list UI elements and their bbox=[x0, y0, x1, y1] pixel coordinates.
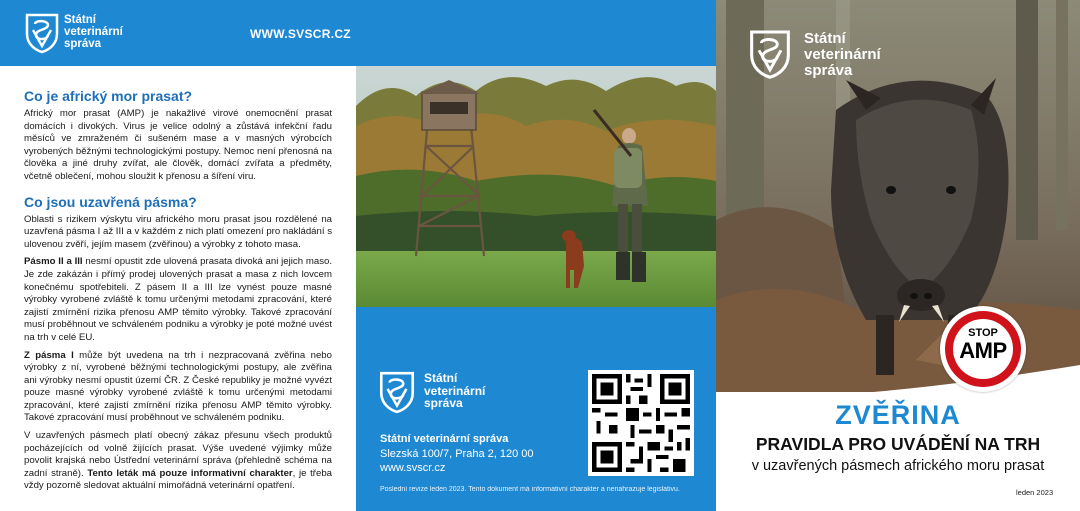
header-url[interactable]: WWW.SVSCR.CZ bbox=[250, 27, 351, 41]
cover-subtitle: PRAVIDLA PRO UVÁDĚNÍ NA TRH bbox=[755, 434, 1041, 454]
logo-line-3: správa bbox=[424, 396, 463, 411]
heading-zones: Co jsou uzavřená pásma? bbox=[24, 193, 197, 210]
informative-note: Tento leták má pouze informativní charakter bbox=[87, 467, 293, 479]
paragraph-zones: Oblasti s rizikem výskytu viru afrického moru prasat jsou rozdělené na uzavřená pásma I až III a v každém z nich platí omezení pro nakládání s ulovenou zvěří, jejím masem (zvěřinou) a výrobky z tohoto masa. bbox=[24, 213, 332, 250]
general-ban-end: , je třeba vždy pozorně sledovat aktuální mimořádná veterinární opatření. bbox=[24, 467, 332, 492]
stop-label: STOP bbox=[968, 327, 998, 339]
shield-logo-icon bbox=[748, 28, 792, 80]
qr-code[interactable] bbox=[588, 370, 694, 476]
paragraph-amp: Africký mor prasat (AMP) je nakažlivé virové onemocnění prasat domácích i divokých. Virus je velice odolný a zůstává infekční řadu měsíců ve zmraženém či sušeném mase a v masných výrobcích vyrobených běžnými technologickými postupy. Nemoc není přenosná na člověka a jiné druhy zvířat, ale člověk, domácí zvířata a předměty, včetně oblečení, mohou sloužit k přenosu a šíření viru. bbox=[24, 108, 332, 182]
svs-logo-top bbox=[24, 12, 60, 54]
logo-line-2: veterinární bbox=[64, 26, 123, 39]
logo-line-1: Státní bbox=[64, 14, 96, 26]
logo-line-1: Státní bbox=[424, 371, 458, 385]
logo-line-2: veterinární bbox=[804, 45, 881, 63]
logo-line-2: veterinární bbox=[424, 383, 486, 398]
cover-tagline: v uzavřených pásmech afrického moru prasat bbox=[751, 458, 1045, 474]
contact-address: Slezská 100/7, Praha 2, 120 00 bbox=[380, 447, 534, 460]
svs-logo-middle bbox=[378, 370, 416, 414]
logo-text-middle bbox=[424, 372, 485, 410]
zone-1-label: Z pásma I bbox=[24, 349, 74, 361]
cover-title: ZVĚŘINA bbox=[835, 400, 961, 430]
general-ban-text: V uzavřených pásmech platí obecný zákaz přesunu všech produktů pocházejících od volně žijících prasat. Výše uvedené výjimky může povolit krajská nebo Ústřední veterinární správa (přehledně schéma na zadní straně). bbox=[24, 430, 332, 479]
heading-what-is-amp: Co je africký mor prasat? bbox=[24, 88, 193, 104]
paragraph-zone-1 bbox=[24, 350, 332, 426]
stop-amp-sign bbox=[940, 306, 1026, 392]
left-text-panel bbox=[0, 66, 356, 511]
logo-text-cover bbox=[804, 31, 881, 78]
shield-logo-icon bbox=[378, 370, 416, 414]
logo-line-3: správa bbox=[64, 38, 102, 51]
cover-date: leden 2023 bbox=[1016, 488, 1054, 497]
zone-1-text: může být uvedena na trh i nezpracovaná zvěřina nebo výrobky z ní, vyrobené běžnými technologickými postupy, ale zvěřina ani výrobky nesmí opustit území ČR. Z České republiky je možné vyvézt pouze masné výrobky vyrobené zvláště k tomu určenými metodami zpracování, které zajistí zmírnění rizika přenosu AMP těmito výrobky. Takové zpracování musí proběhnout ve schváleném podniku. bbox=[24, 349, 332, 424]
revision-note: Poslední revize leden 2023. Tento dokument má informativní charakter a nenahrazuje legislativu. bbox=[380, 486, 680, 493]
hunter-photo bbox=[356, 66, 716, 307]
logo-text-top bbox=[64, 14, 123, 50]
contact-web[interactable]: www.svscr.cz bbox=[380, 462, 446, 474]
shield-logo-icon bbox=[24, 12, 60, 54]
svs-logo-cover bbox=[748, 28, 792, 80]
paragraph-general-ban bbox=[24, 430, 332, 493]
amp-label: AMP bbox=[959, 338, 1007, 363]
zone-2-3-label: Pásmo II a III bbox=[24, 256, 83, 268]
contact-org: Státní veterinární správa bbox=[380, 433, 509, 445]
paragraph-zone-2-3 bbox=[24, 256, 332, 344]
logo-line-1: Státní bbox=[804, 30, 846, 47]
contact-block bbox=[380, 432, 534, 476]
zone-2-3-text: nesmí opustit zde ulovená prasata divoká ani jejich maso. Je zde zakázán i přímý prodej ulovených prasat a masa z nich lovcem konečnému spotřebiteli. Z pásem II a III lze vynést pouze masné výrobky vyrobené zvláště k tomu určenými metodami zpracování, které zajistí zmírnění rizika přenosu AMP těmito výrobky. Takové zpracování musí proběhnout ve schváleném podniku a výrobky je poté možné uvést na trh v celé EU. bbox=[24, 256, 332, 343]
logo-line-3: správa bbox=[804, 61, 853, 79]
